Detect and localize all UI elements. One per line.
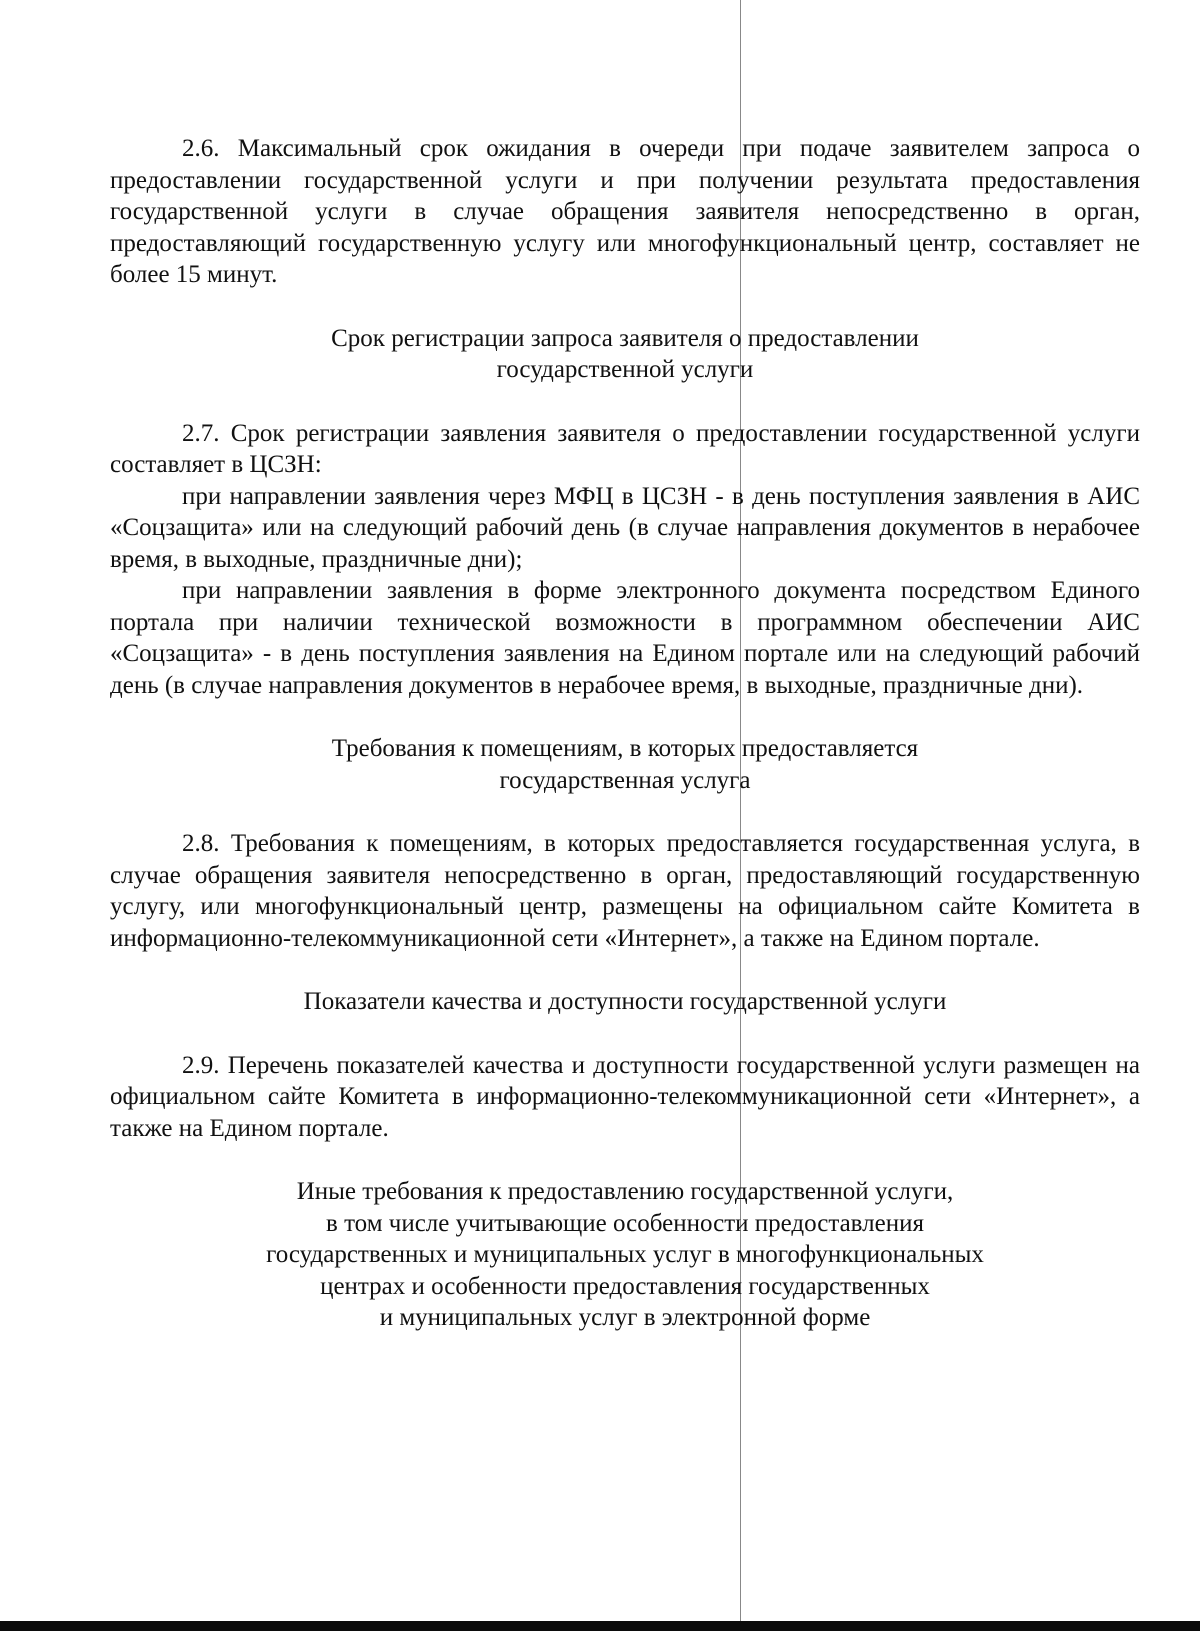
heading-line: в том числе учитывающие особенности предоставления [326,1209,924,1237]
document-body [110,133,1140,1334]
paragraph-2-8: 2.8. Требования к помещениям, в которых предоставляется государственная услуга, в случае обращения заявителя непосредственно в орган, предоставляющий государственную услугу, или многофункциональный центр, размещены на официальном сайте Комитета в информационно-телекоммуникационной сети «Интернет», а также на Едином портале. [110,830,1140,952]
heading-line: Показатели качества и доступности государственной услуги [303,988,947,1015]
paragraph-2-7: 2.7. Срок регистрации заявления заявителя о предоставлении государственной услуги составляет в ЦСЗН: [110,419,1140,478]
scan-bottom-edge [0,1621,1200,1631]
paragraph-2-7-portal: при направлении заявления в форме электронного документа посредством Единого портала при наличии технической возможности в программном обеспечении АИС «Соцзащита» - в день поступления заявления на Едином портале или на следующий рабочий день (в случае направления документов в нерабочее время, в выходные, праздничные дни). [110,577,1140,699]
heading-line: Иные требования к предоставлению государственной услуги, [296,1178,954,1205]
heading-line: государственных и муниципальных услуг в многофункциональных [266,1241,984,1268]
heading-line: Срок регистрации запроса заявителя о предоставлении [331,324,919,352]
paragraph-2-9: 2.9. Перечень показателей качества и доступности государственной услуги размещен на официальном сайте Комитета в информационно-телекоммуникационной сети «Интернет», а также на Едином портале. [110,1051,1140,1142]
heading-line: государственная услуга [499,766,751,794]
heading-quality-indicators [110,986,1140,1018]
heading-line: и муниципальных услуг в электронной форме [379,1304,871,1331]
paragraph-2-6: 2.6. Максимальный срок ожидания в очереди при подаче заявителем запроса о предоставлении государственной услуги и при получении результата предоставления государственной услуги в случае обращения заявителя непосредственно в орган, предоставляющий государственную услугу или многофункциональный центр, составляет не более 15 минут. [110,135,1140,288]
heading-line: центрах и особенности предоставления государственных [320,1272,930,1300]
heading-other-requirements [110,1176,1140,1334]
heading-registration-term [110,323,1140,386]
heading-premises-requirements [110,733,1140,796]
paragraph-2-7-mfc: при направлении заявления через МФЦ в ЦСЗН - в день поступления заявления в АИС «Соцзащита» или на следующий рабочий день (в случае направления документов в нерабочее время, в выходные, праздничные дни); [110,482,1140,573]
heading-line: Требования к помещениям, в которых предоставляется [331,735,919,762]
heading-line: государственной услуги [496,356,754,383]
